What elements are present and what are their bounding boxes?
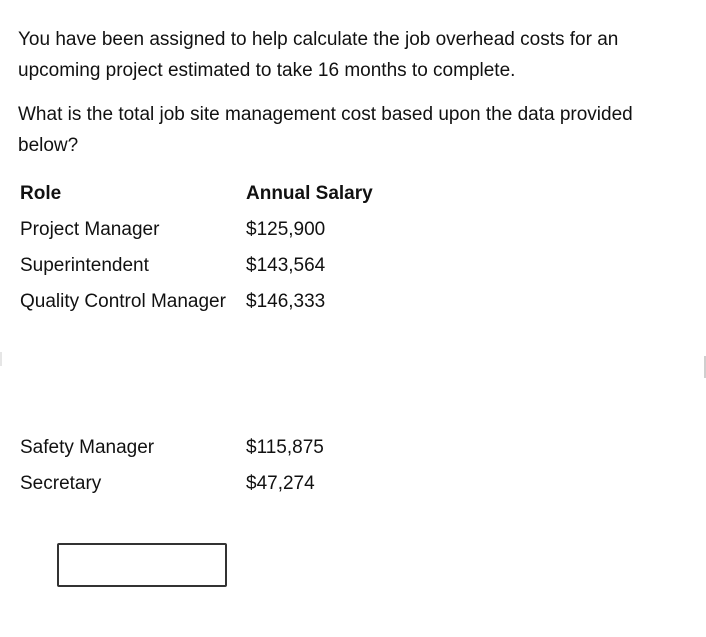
answer-input[interactable] <box>57 543 227 587</box>
salary-table <box>20 176 373 320</box>
salary-cell: $47,274 <box>246 473 315 494</box>
role-column-header: Role <box>20 183 62 204</box>
role-cell: Quality Control Manager <box>20 291 226 312</box>
table-header-row <box>20 176 373 212</box>
role-cell: Project Manager <box>20 219 160 240</box>
left-edge-mark <box>0 352 2 366</box>
table-row <box>20 466 324 502</box>
table-row <box>20 248 373 284</box>
salary-cell: $125,900 <box>246 219 326 240</box>
table-row <box>20 212 373 248</box>
role-cell: Safety Manager <box>20 437 155 458</box>
role-cell: Superintendent <box>20 255 149 276</box>
table-row <box>20 430 324 466</box>
salary-cell: $146,333 <box>246 291 326 312</box>
salary-cell: $143,564 <box>246 255 326 276</box>
salary-cell: $115,875 <box>246 437 324 458</box>
intro-text: You have been assigned to help calculate the job overhead costs for an upcoming project estimated to take 16 months to complete. <box>18 29 619 81</box>
salary-table-continued <box>20 430 324 502</box>
table-row <box>20 284 373 320</box>
role-cell: Secretary <box>20 473 102 494</box>
salary-column-header: Annual Salary <box>246 183 373 204</box>
question-text: What is the total job site management cost based upon the data provided below? <box>18 104 633 156</box>
